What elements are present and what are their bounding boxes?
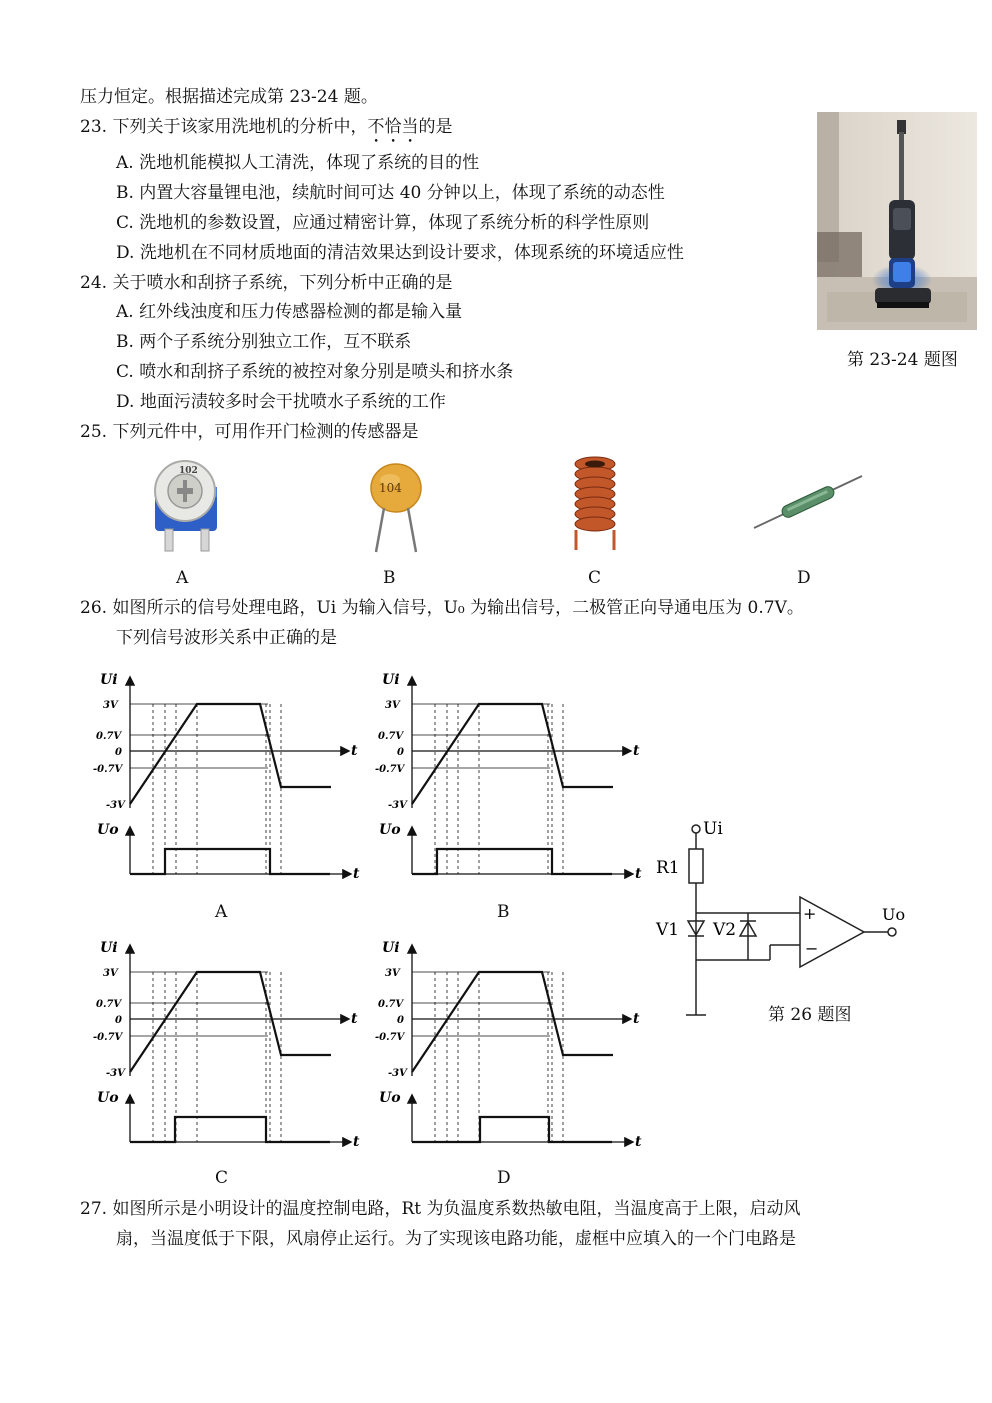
t-axis-label-ui: t (633, 743, 640, 759)
tick-label: -3V (388, 1068, 407, 1079)
uo-axis-label: Uo (97, 1090, 119, 1106)
q24-option-c: C. 喷水和刮挤子系统的被控对象分别是喷头和挤水条 (116, 362, 514, 382)
resistor-r1 (689, 849, 703, 883)
tick-label: 0 (397, 747, 404, 758)
circuit-label-r1: R1 (656, 858, 680, 878)
opamp-plus-label: + (803, 904, 817, 923)
figure-26-caption: 第 26 题图 (768, 1005, 852, 1025)
q23-stem (80, 116, 452, 147)
q26-stem-line1: 26. 如图所示的信号处理电路，Ui 为输入信号，U₀ 为输出信号，二极管正向导通电压为 0.7V。 (80, 598, 804, 618)
q26-stem-line2: 下列信号波形关系中正确的是 (116, 628, 337, 648)
tick-label: -0.7V (375, 764, 405, 775)
ui-waveform (412, 704, 613, 804)
q24-option-b: B. 两个子系统分别独立工作，互不联系 (116, 332, 412, 352)
q26-label-d: D (497, 1168, 511, 1188)
tick-label: -3V (388, 800, 407, 811)
tick-label: 3V (385, 700, 400, 711)
q24-stem: 24. 关于喷水和刮挤子系统，下列分析中正确的是 (80, 273, 453, 293)
q24-option-d: D. 地面污渍较多时会干扰喷水子系统的工作 (116, 392, 446, 412)
t-axis-label-uo: t (353, 1134, 360, 1150)
q25-label-a: A (176, 568, 189, 588)
q23-option-b: B. 内置大容量锂电池，续航时间可达 40 分钟以上，体现了系统的动态性 (116, 183, 665, 203)
intro-text: 压力恒定。根据描述完成第 23-24 题。 (80, 87, 378, 107)
q25-stem: 25. 下列元件中，可用作开门检测的传感器是 (80, 422, 419, 442)
uo-axis-label: Uo (97, 822, 119, 838)
t-axis-label-ui: t (633, 1011, 640, 1027)
tick-label: 0 (115, 747, 122, 758)
tick-label: 0.7V (378, 731, 404, 742)
input-terminal (692, 825, 700, 833)
t-axis-label-uo: t (635, 866, 642, 882)
q26-circuit-diagram (650, 815, 910, 1030)
uo-axis-label: Uo (379, 1090, 401, 1106)
q26-label-b: B (497, 902, 510, 922)
q23-stem-prefix: 23. 下列关于该家用洗地机的分析中， (80, 117, 368, 137)
circuit-label-ui: Ui (703, 819, 723, 839)
tick-label: -0.7V (93, 764, 123, 775)
ui-waveform (412, 972, 613, 1072)
uo-waveform (412, 1117, 612, 1142)
q25-label-d: D (797, 568, 811, 588)
uo-axis-label: Uo (379, 822, 401, 838)
waveform-graph-b (375, 672, 642, 882)
ui-waveform (130, 704, 331, 804)
tick-label: -0.7V (375, 1032, 405, 1043)
uo-waveform (130, 1117, 330, 1142)
q26-label-c: C (215, 1168, 229, 1188)
q24-option-a: A. 红外线浊度和压力传感器检测的都是输入量 (116, 302, 463, 322)
tick-label: 0 (115, 1015, 122, 1026)
figure-23-24-caption: 第 23-24 题图 (847, 350, 958, 370)
svg-text:102: 102 (179, 466, 198, 476)
circuit-label-v2: V2 (713, 920, 737, 940)
q27-stem-line2: 扇，当温度低于下限，风扇停止运行。为了实现该电路功能，虚框中应填入的一个门电路是 (116, 1229, 796, 1249)
circuit-label-v1: V1 (656, 920, 680, 940)
waveform-graph-a (93, 672, 360, 882)
ceramic-capacitor-image (362, 460, 430, 558)
t-axis-label-uo: t (635, 1134, 642, 1150)
circuit-label-uo: Uo (882, 905, 906, 924)
t-axis-label-ui: t (351, 1011, 358, 1027)
q23-option-a: A. 洗地机能模拟人工清洗，体现了系统的目的性 (116, 153, 480, 173)
tick-label: 3V (103, 700, 118, 711)
ui-axis-label: Ui (100, 940, 118, 956)
q26-label-a: A (215, 902, 228, 922)
ui-axis-label: Ui (382, 672, 400, 688)
tick-label: -3V (106, 1068, 125, 1079)
q25-label-b: B (383, 568, 396, 588)
tick-label: 0.7V (96, 999, 122, 1010)
potentiometer-image (145, 453, 230, 558)
q25-label-c: C (588, 568, 602, 588)
ui-axis-label: Ui (382, 940, 400, 956)
ui-waveform (130, 972, 331, 1072)
output-terminal (888, 928, 896, 936)
uo-waveform (412, 849, 612, 874)
opamp-minus-label: − (805, 939, 819, 958)
q23-stem-suffix: 的是 (418, 117, 453, 137)
tick-label: 0.7V (96, 731, 122, 742)
uo-waveform (130, 849, 330, 874)
tick-label: 3V (103, 968, 118, 979)
tick-label: -3V (106, 800, 125, 811)
tick-label: -0.7V (93, 1032, 123, 1043)
q27-stem-line1: 27. 如图所示是小明设计的温度控制电路，Rt 为负温度系数热敏电阻，当温度高于上限，启动风 (80, 1199, 801, 1219)
floor-washer-photo (817, 112, 977, 330)
t-axis-label-uo: t (353, 866, 360, 882)
q23-option-d: D. 洗地机在不同材质地面的清洁效果达到设计要求，体现系统的环境适应性 (116, 243, 684, 263)
t-axis-label-ui: t (351, 743, 358, 759)
inductor-coil-image (562, 450, 628, 555)
waveform-graph-d (375, 940, 642, 1150)
q23-option-c: C. 洗地机的参数设置，应通过精密计算，体现了系统分析的科学性原则 (116, 213, 650, 233)
waveform-graph-c (93, 940, 360, 1150)
reed-switch-image (752, 472, 864, 532)
capacitor-marking: 104 (379, 481, 402, 495)
tick-label: 0.7V (378, 999, 404, 1010)
tick-label: 3V (385, 968, 400, 979)
tick-label: 0 (397, 1015, 404, 1026)
q23-stem-emphasis: 不恰当 (367, 117, 419, 137)
waveform-options (0, 660, 660, 1200)
ui-axis-label: Ui (100, 672, 118, 688)
